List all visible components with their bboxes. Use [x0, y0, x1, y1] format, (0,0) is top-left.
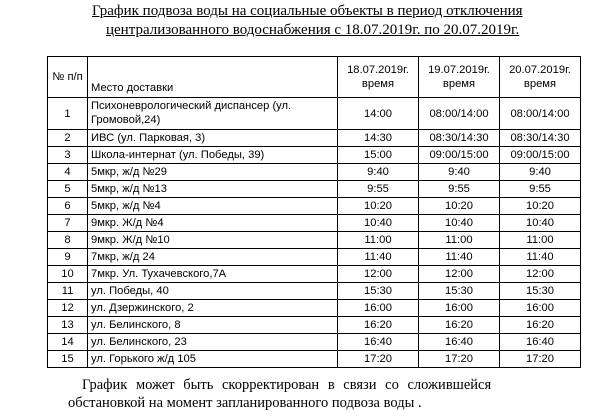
row-time-19: 08:00/14:00: [419, 98, 500, 130]
table-row: [48, 300, 581, 317]
schedule-table: [47, 56, 581, 368]
row-number: 12: [48, 300, 88, 317]
row-time-19: 15:30: [419, 283, 500, 300]
title-line-1: График подвоза воды на социальные объекты в период отключения: [92, 3, 523, 19]
row-place: 7мкр. Ул. Тухачевского,7А: [88, 266, 338, 283]
row-number: 10: [48, 266, 88, 283]
row-time-19: 12:00: [419, 266, 500, 283]
row-time-20: 11:40: [500, 249, 581, 266]
adjustment-note: [68, 376, 578, 412]
row-number: 5: [48, 181, 88, 198]
table-row: [48, 130, 581, 147]
row-time-20: 16:20: [500, 317, 581, 334]
row-place: ул. Белинского, 23: [88, 334, 338, 351]
row-time-19: 9:40: [419, 164, 500, 181]
row-time-19: 10:20: [419, 198, 500, 215]
table-row: [48, 317, 581, 334]
row-time-18: 16:20: [338, 317, 419, 334]
row-number: 9: [48, 249, 88, 266]
row-time-19: 16:40: [419, 334, 500, 351]
table-row: [48, 98, 581, 130]
row-time-18: 11:00: [338, 232, 419, 249]
row-number: 11: [48, 283, 88, 300]
row-time-20: 10:20: [500, 198, 581, 215]
row-time-20: 9:55: [500, 181, 581, 198]
row-time-18: 17:20: [338, 351, 419, 368]
row-place: ул. Горького ж/д 105: [88, 351, 338, 368]
row-time-19: 9:55: [419, 181, 500, 198]
table-header-row: [48, 57, 581, 98]
row-time-18: 14:00: [338, 98, 419, 130]
table-row: [48, 181, 581, 198]
row-time-18: 15:30: [338, 283, 419, 300]
row-time-19: 11:00: [419, 232, 500, 249]
row-time-20: 9:40: [500, 164, 581, 181]
row-number: 7: [48, 215, 88, 232]
row-time-19: 08:30/14:30: [419, 130, 500, 147]
row-time-19: 17:20: [419, 351, 500, 368]
row-time-20: 12:00: [500, 266, 581, 283]
row-number: 14: [48, 334, 88, 351]
note-line-2: обстановкой на момент запланированного подвоза воды .: [68, 395, 422, 411]
row-time-18: 9:40: [338, 164, 419, 181]
row-place: 9мкр. Ж/д №4: [88, 215, 338, 232]
row-time-19: 16:20: [419, 317, 500, 334]
row-place: ул. Победы, 40: [88, 283, 338, 300]
row-place: Психоневрологический диспансер (ул. Громовой,24): [88, 98, 338, 130]
table-row: [48, 215, 581, 232]
row-time-19: 16:00: [419, 300, 500, 317]
row-number: 6: [48, 198, 88, 215]
row-time-20: 08:30/14:30: [500, 130, 581, 147]
table-row: [48, 147, 581, 164]
row-number: 4: [48, 164, 88, 181]
header-date-2: 19.07.2019г. время: [419, 57, 500, 98]
row-number: 2: [48, 130, 88, 147]
row-time-18: 15:00: [338, 147, 419, 164]
row-number: 1: [48, 98, 88, 130]
row-place: ИВС (ул. Парковая, 3): [88, 130, 338, 147]
row-time-18: 14:30: [338, 130, 419, 147]
row-time-18: 16:00: [338, 300, 419, 317]
header-num: № п/п: [48, 57, 88, 98]
row-time-20: 09:00/15:00: [500, 147, 581, 164]
table-row: [48, 266, 581, 283]
row-time-20: 16:40: [500, 334, 581, 351]
row-time-20: 16:00: [500, 300, 581, 317]
table-row: [48, 283, 581, 300]
row-number: 8: [48, 232, 88, 249]
table-row: [48, 198, 581, 215]
row-time-20: 11:00: [500, 232, 581, 249]
row-time-19: 09:00/15:00: [419, 147, 500, 164]
row-place: 5мкр, ж/д №29: [88, 164, 338, 181]
header-place: Место доставки: [88, 57, 338, 98]
row-place: ул. Белинского, 8: [88, 317, 338, 334]
row-time-18: 10:40: [338, 215, 419, 232]
row-place: 7мкр, ж/д 24: [88, 249, 338, 266]
row-time-18: 9:55: [338, 181, 419, 198]
note-line-1: График может быть скорректирован в связи со сложившейся: [82, 377, 492, 393]
row-time-20: 10:40: [500, 215, 581, 232]
row-time-18: 10:20: [338, 198, 419, 215]
row-time-19: 11:40: [419, 249, 500, 266]
row-number: 3: [48, 147, 88, 164]
table-row: [48, 334, 581, 351]
document-title: [92, 2, 562, 40]
table-row: [48, 164, 581, 181]
row-place: 5мкр, ж/д №4: [88, 198, 338, 215]
header-date-1: 18.07.2019г. время: [338, 57, 419, 98]
row-time-18: 12:00: [338, 266, 419, 283]
table-row: [48, 249, 581, 266]
header-date-3: 20.07.2019г. время: [500, 57, 581, 98]
row-time-20: 08:00/14:00: [500, 98, 581, 130]
row-time-20: 17:20: [500, 351, 581, 368]
table-row: [48, 232, 581, 249]
title-line-2: централизованного водоснабжения с 18.07.2019г. по 20.07.2019г.: [106, 22, 520, 38]
row-place: 5мкр, ж/д №13: [88, 181, 338, 198]
row-place: ул. Дзержинского, 2: [88, 300, 338, 317]
row-place: Школа-интернат (ул. Победы, 39): [88, 147, 338, 164]
row-time-20: 15:30: [500, 283, 581, 300]
row-time-18: 11:40: [338, 249, 419, 266]
row-place: 9мкр. Ж/д №10: [88, 232, 338, 249]
table-row: [48, 351, 581, 368]
row-time-18: 16:40: [338, 334, 419, 351]
row-time-19: 10:40: [419, 215, 500, 232]
row-number: 13: [48, 317, 88, 334]
row-number: 15: [48, 351, 88, 368]
